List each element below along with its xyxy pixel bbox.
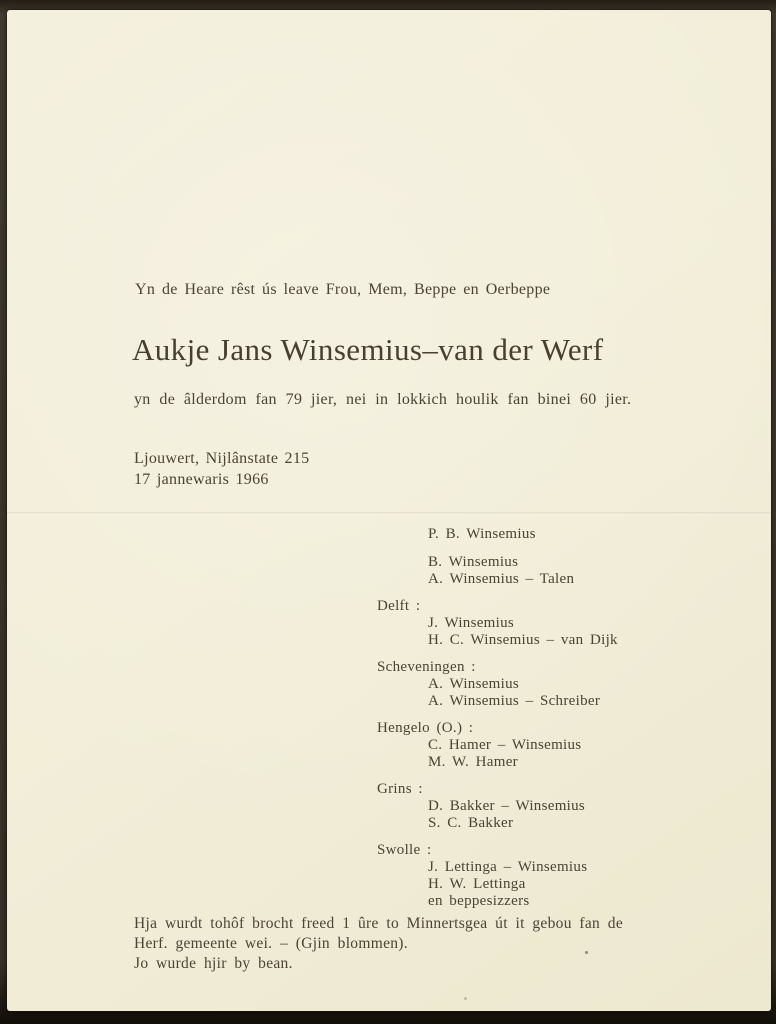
family-group: [377, 554, 618, 588]
family-list: [377, 526, 618, 920]
family-name: A. Winsemius – Schreiber: [428, 693, 601, 709]
family-name: A. Winsemius: [428, 676, 520, 692]
family-city-label: Swolle :: [377, 842, 432, 858]
address-block: [134, 448, 309, 490]
deceased-name: Aukje Jans Winsemius–van der Werf: [132, 332, 604, 367]
family-name: J. Lettinga – Winsemius: [428, 859, 588, 875]
family-city-label: Grins :: [377, 781, 423, 797]
family-name: P. B. Winsemius: [428, 526, 536, 542]
family-name: S. C. Bakker: [428, 815, 514, 831]
intro-line: Yn de Heare rêst ús leave Frou, Mem, Beppe en Oerbeppe: [135, 281, 551, 298]
family-name: M. W. Hamer: [428, 754, 518, 770]
family-group: [377, 842, 618, 910]
notice-line-3: Jo wurde hjir by bean.: [134, 955, 293, 972]
family-city-label: Hengelo (O.) :: [377, 720, 474, 736]
family-group: [377, 598, 618, 649]
family-name: D. Bakker – Winsemius: [428, 798, 586, 814]
family-name: en beppesizzers: [428, 893, 530, 909]
family-name: B. Winsemius: [428, 554, 519, 570]
family-group: [377, 526, 618, 543]
paper-fold-crease: [7, 512, 771, 516]
funeral-notice: [134, 914, 623, 974]
family-name: J. Winsemius: [428, 615, 515, 631]
notice-line-2: Herf. gemeente wei. – (Gjin blommen).: [134, 935, 408, 952]
family-city-label: Delft :: [377, 598, 421, 614]
family-name: A. Winsemius – Talen: [428, 571, 575, 587]
family-group: [377, 720, 618, 771]
family-name: H. W. Lettinga: [428, 876, 526, 892]
announcement-card-paper: [7, 10, 771, 1011]
paper-speck: [464, 997, 467, 1000]
notice-line-1: Hja wurdt tohôf brocht freed 1 ûre to Minnertsgea út it gebou fan de: [134, 915, 624, 932]
family-name: H. C. Winsemius – van Dijk: [428, 632, 618, 648]
family-city-label: Scheveningen :: [377, 659, 476, 675]
family-group: [377, 781, 618, 832]
date-line: 17 jannewaris 1966: [134, 471, 269, 488]
place-line: Ljouwert, Nijlânstate 215: [134, 450, 310, 467]
family-name: C. Hamer – Winsemius: [428, 737, 582, 753]
age-line: yn de âlderdom fan 79 jier, nei in lokkich houlik fan binei 60 jier.: [134, 391, 632, 408]
family-group: [377, 659, 618, 710]
